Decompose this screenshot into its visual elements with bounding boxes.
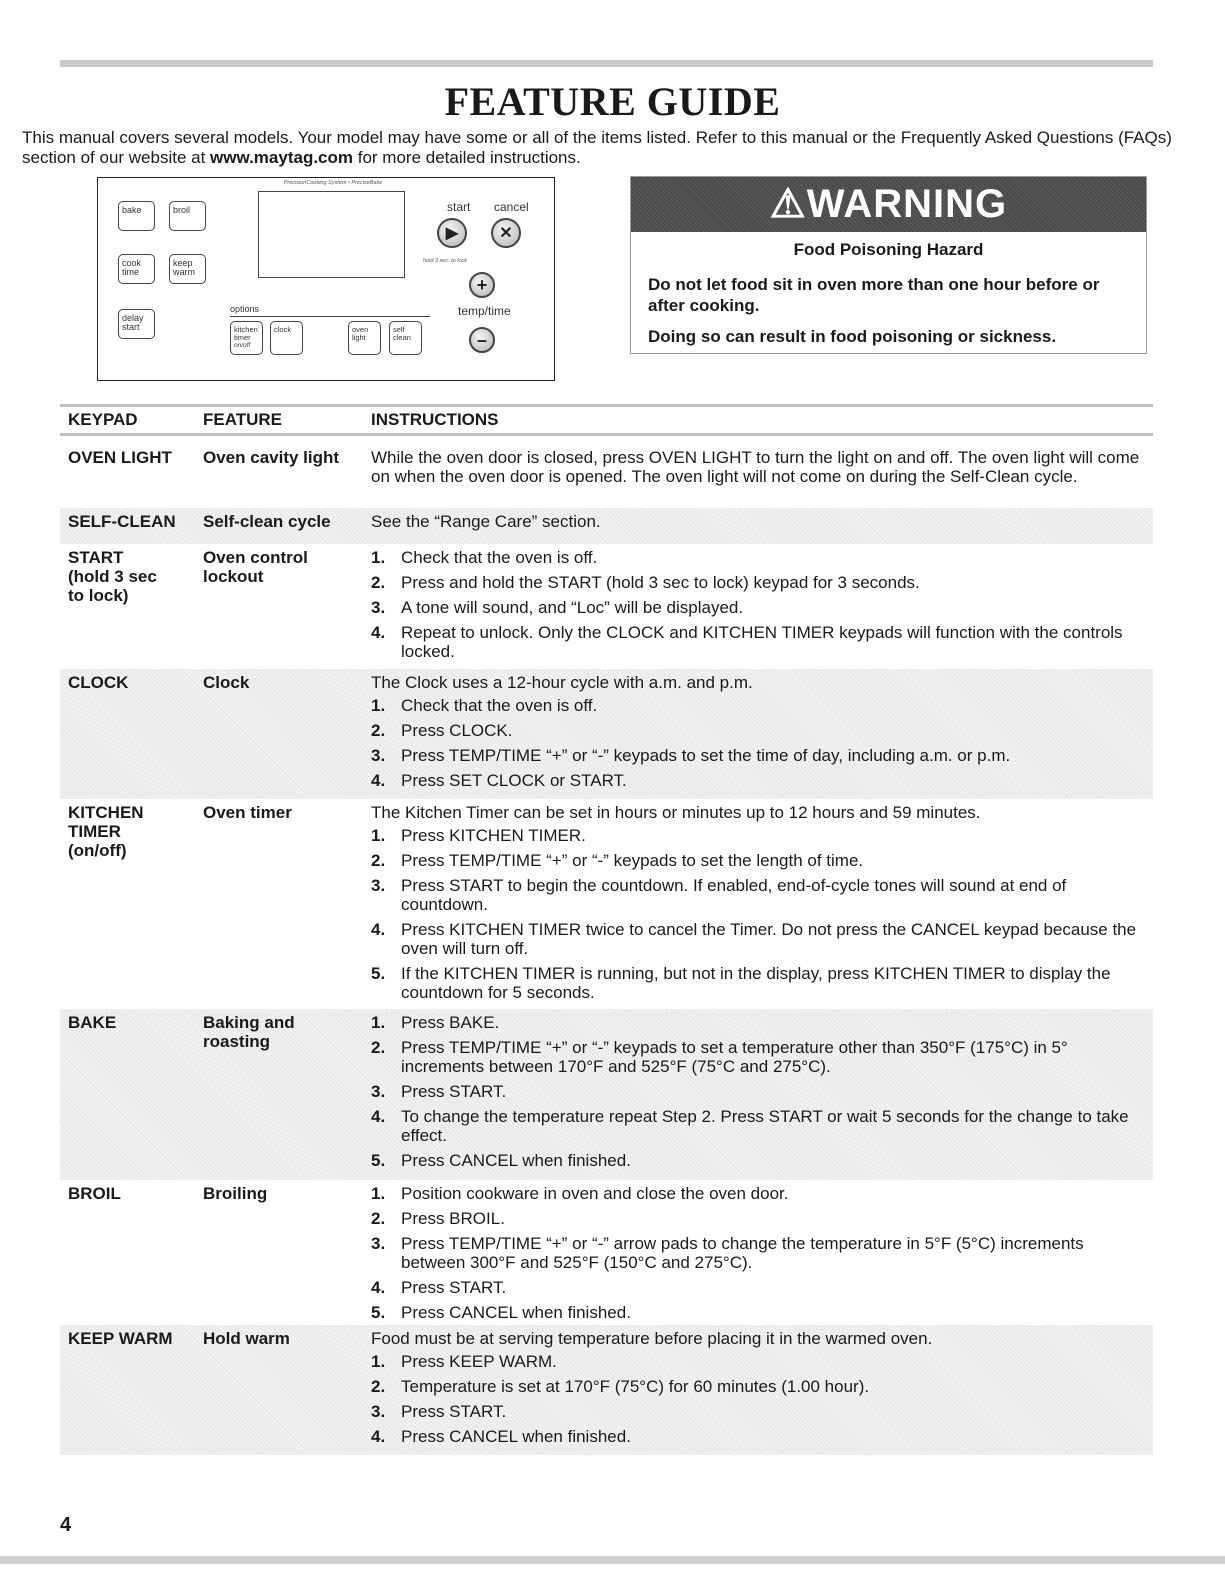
step-item [371, 1303, 1145, 1322]
step-number: 3. [371, 1402, 386, 1421]
clock-key-label: clock [274, 325, 292, 334]
step-list [371, 1184, 1145, 1322]
step-text: Repeat to unlock. Only the CLOCK and KITCHEN TIMER keypads will function with the controls locked. [401, 623, 1123, 661]
step-number: 1. [371, 1184, 386, 1203]
top-rule [60, 60, 1153, 67]
table-row [60, 1325, 1153, 1455]
step-item [371, 1013, 1145, 1032]
instructions-cell [371, 448, 1153, 508]
header-instructions: INSTRUCTIONS [371, 410, 499, 429]
keypad-cell [60, 1184, 203, 1325]
step-item [371, 1038, 1145, 1076]
bottom-rule [0, 1556, 1225, 1564]
keypad-name: KITCHEN [68, 803, 144, 822]
step-item [371, 598, 1145, 617]
intro-text: This manual covers several models. Your model may have some or all of the items listed. Refer to this manual or the Frequently Asked Questions (FAQs) section of our website at [22, 128, 1172, 167]
feature-cell [203, 548, 371, 669]
instruction-intro: Food must be at serving temperature before placing it in the warmed oven. [371, 1329, 933, 1348]
step-item [371, 623, 1145, 661]
keypad-cell [60, 1013, 203, 1180]
step-item [371, 1352, 1145, 1371]
page-number: 4 [60, 1514, 72, 1536]
step-text: Press START. [401, 1082, 507, 1101]
website-link[interactable]: www.maytag.com [210, 148, 354, 167]
intro-paragraph [22, 128, 1202, 168]
instruction-text: While the oven door is closed, press OVEN LIGHT to turn the light on and off. The oven light will come on when the oven door is opened. The oven light will not come on during the Self-Clean cycle. [371, 448, 1140, 486]
step-text: To change the temperature repeat Step 2. Press START or wait 5 seconds for the change to take effect. [401, 1107, 1129, 1145]
self-clean-keypad [389, 321, 422, 355]
step-number: 4. [371, 623, 386, 642]
step-number: 1. [371, 826, 386, 845]
feature-name: Baking and [203, 1013, 295, 1032]
temp-time-label: temp/time [458, 304, 511, 318]
warning-box [630, 176, 1147, 354]
step-item [371, 1377, 1145, 1396]
step-text: Press and hold the START (hold 3 sec to lock) keypad for 3 seconds. [401, 573, 920, 592]
delay-start-keypad [118, 309, 155, 339]
feature-name: roasting [203, 1032, 271, 1051]
step-list [371, 1352, 1145, 1446]
step-number: 2. [371, 1038, 386, 1057]
step-item [371, 1402, 1145, 1421]
step-number: 2. [371, 573, 386, 592]
brand-label: PrecisionCooking System • PreciseBake [283, 180, 383, 186]
keypad-name: SELF-CLEAN [68, 512, 176, 531]
step-text: Temperature is set at 170°F (75°C) for 60 minutes (1.00 hour). [401, 1377, 870, 1396]
oven-light-keypad [348, 321, 381, 355]
kitchen-timer-label-2: timer [234, 333, 251, 342]
step-text: Check that the oven is off. [401, 548, 598, 567]
table-row [60, 1180, 1153, 1325]
feature-cell [203, 1013, 371, 1180]
feature-name: Hold warm [203, 1329, 290, 1348]
step-text: A tone will sound, and “Loc” will be displayed. [401, 598, 744, 617]
step-number: 4. [371, 1107, 386, 1126]
keypad-name: BROIL [68, 1184, 121, 1203]
step-text: Press START. [401, 1402, 507, 1421]
feature-cell [203, 803, 371, 1009]
keep-warm-label-1: keep [173, 258, 193, 268]
step-number: 2. [371, 1377, 386, 1396]
feature-cell [203, 512, 371, 544]
step-text: Position cookware in oven and close the oven door. [401, 1184, 789, 1203]
warning-line-2: Doing so can result in food poisoning or sickness. [648, 327, 1057, 346]
step-number: 4. [371, 920, 386, 939]
hold-note: hold 3 sec. to lock [423, 258, 468, 264]
keypad-name: TIMER [68, 822, 121, 841]
feature-cell [203, 448, 371, 508]
step-text: Press TEMP/TIME “+” or “-” keypads to set the time of day, including a.m. or p.m. [401, 746, 1011, 765]
feature-cell [203, 673, 371, 799]
step-number: 2. [371, 1209, 386, 1228]
step-number: 3. [371, 598, 386, 617]
keypad-name: OVEN LIGHT [68, 448, 172, 467]
keypad-name: CLOCK [68, 673, 129, 692]
feature-name: Oven timer [203, 803, 292, 822]
step-item [371, 964, 1145, 1002]
instructions-cell [371, 803, 1153, 1009]
step-list [371, 1013, 1145, 1170]
step-text: Press KITCHEN TIMER twice to cancel the Timer. Do not press the CANCEL keypad because the oven will turn off. [401, 920, 1137, 958]
step-text: Press CANCEL when finished. [401, 1427, 631, 1446]
broil-key-label: broil [173, 205, 191, 215]
step-text: Press CLOCK. [401, 721, 513, 740]
keypad-cell [60, 803, 203, 1009]
self-clean-label-2: clean [393, 333, 411, 342]
table-row [60, 1009, 1153, 1180]
delay-start-label-2: start [122, 322, 140, 332]
step-item [371, 573, 1145, 592]
feature-table [60, 404, 1153, 1446]
keypad-name: to lock) [68, 586, 129, 605]
step-number: 1. [371, 548, 386, 567]
step-item [371, 1234, 1145, 1272]
step-text: Press SET CLOCK or START. [401, 771, 627, 790]
step-item [371, 1184, 1145, 1203]
step-text: Press TEMP/TIME “+” or “-” arrow pads to change the temperature in 5°F (5°C) increments between 300°F and 525°F (150°C and 275°C). [401, 1234, 1084, 1272]
keypad-name: KEEP WARM [68, 1329, 173, 1348]
clock-keypad [270, 321, 303, 355]
step-item [371, 920, 1145, 958]
instructions-cell [371, 512, 1153, 544]
step-number: 2. [371, 851, 386, 870]
start-label: start [447, 200, 471, 214]
keypad-cell [60, 548, 203, 669]
keypad-cell [60, 1329, 203, 1455]
step-number: 5. [371, 1151, 386, 1170]
step-item [371, 1278, 1145, 1297]
step-item [371, 771, 1145, 790]
keep-warm-keypad [169, 254, 206, 284]
instructions-cell [371, 1184, 1153, 1325]
cook-time-keypad [118, 254, 155, 284]
options-label: options [230, 304, 260, 314]
instructions-cell [371, 1013, 1153, 1180]
step-number: 4. [371, 1427, 386, 1446]
delay-start-label-1: delay [122, 313, 144, 323]
bake-key-label: bake [122, 205, 142, 215]
step-item [371, 746, 1145, 765]
step-list [371, 548, 1145, 661]
self-clean-label-1: self [393, 325, 405, 334]
cancel-x-icon: ✕ [491, 218, 521, 248]
warning-heading: ⚠WARNING [631, 177, 1146, 232]
instruction-intro: The Clock uses a 12-hour cycle with a.m. and p.m. [371, 673, 753, 692]
play-icon: ▶ [437, 218, 467, 248]
oven-light-label-2: light [352, 333, 366, 342]
step-item [371, 1082, 1145, 1101]
step-number: 3. [371, 876, 386, 895]
step-text: Press BAKE. [401, 1013, 500, 1032]
header-feature: FEATURE [203, 410, 283, 429]
step-text: Press KEEP WARM. [401, 1352, 557, 1371]
intro-text-end: for more detailed instructions. [353, 148, 581, 167]
step-item [371, 1427, 1145, 1446]
page-title: FEATURE GUIDE [444, 79, 781, 124]
step-number: 4. [371, 771, 386, 790]
step-item [371, 696, 1145, 715]
instruction-intro: The Kitchen Timer can be set in hours or minutes up to 12 hours and 59 minutes. [371, 803, 981, 822]
step-text: Press CANCEL when finished. [401, 1303, 631, 1322]
step-list [371, 696, 1145, 790]
instructions-cell [371, 548, 1153, 669]
feature-name: lockout [203, 567, 264, 586]
step-number: 3. [371, 746, 386, 765]
kitchen-timer-keypad [230, 321, 263, 355]
keypad-cell [60, 512, 203, 544]
step-number: 3. [371, 1082, 386, 1101]
step-text: Press BROIL. [401, 1209, 505, 1228]
step-number: 1. [371, 1352, 386, 1371]
broil-keypad [169, 201, 206, 231]
keypad-name: (on/off) [68, 841, 127, 860]
step-item [371, 1107, 1145, 1145]
step-item [371, 1209, 1145, 1228]
keypad-name: BAKE [68, 1013, 117, 1032]
step-item [371, 721, 1145, 740]
instructions-cell [371, 673, 1153, 799]
step-text: Press TEMP/TIME “+” or “-” keypads to set a temperature other than 350°F (175°C) in 5° increments between 170°F and 525°F (75°C and 275°C). [401, 1038, 1068, 1076]
step-text: Check that the oven is off. [401, 696, 598, 715]
feature-name: Oven control [203, 548, 308, 567]
cook-time-label-1: cook [122, 258, 142, 268]
instructions-cell [371, 1329, 1153, 1455]
step-item [371, 851, 1145, 870]
kitchen-timer-label-1: kitchen [234, 325, 258, 334]
step-item [371, 548, 1145, 567]
kitchen-timer-label-3: on/off [234, 342, 251, 349]
keypad-cell [60, 673, 203, 799]
options-line [230, 316, 430, 317]
step-text: Press START. [401, 1278, 507, 1297]
step-list [371, 826, 1145, 1002]
step-number: 2. [371, 721, 386, 740]
step-number: 1. [371, 1013, 386, 1032]
table-row [60, 669, 1153, 799]
step-text: Press START to begin the countdown. If enabled, end-of-cycle tones will sound at end of countdown. [401, 876, 1067, 914]
feature-cell [203, 1329, 371, 1455]
header-keypad: KEYPAD [68, 410, 138, 429]
feature-name: Oven cavity light [203, 448, 340, 467]
step-item [371, 826, 1145, 845]
hazard-title: Food Poisoning Hazard [793, 240, 984, 259]
step-number: 4. [371, 1278, 386, 1297]
warning-line-1: Do not let food sit in oven more than one hour before or after cooking. [648, 275, 1100, 315]
feature-name: Clock [203, 673, 250, 692]
keypad-cell [60, 448, 203, 508]
feature-name: Self-clean cycle [203, 512, 331, 531]
cook-time-label-2: time [122, 267, 140, 277]
table-row [60, 799, 1153, 1009]
keep-warm-label-2: warm [173, 267, 195, 277]
step-number: 1. [371, 696, 386, 715]
table-row [60, 444, 1153, 508]
table-row [60, 544, 1153, 669]
display-window [258, 191, 405, 278]
step-text: If the KITCHEN TIMER is running, but not in the display, press KITCHEN TIMER to display the countdown for 5 seconds. [401, 964, 1111, 1002]
cancel-label: cancel [494, 200, 529, 214]
step-item [371, 1151, 1145, 1170]
minus-icon: – [469, 327, 495, 353]
bake-keypad [118, 201, 155, 231]
oven-light-label-1: oven [352, 325, 369, 334]
step-item [371, 876, 1145, 914]
table-row [60, 508, 1153, 544]
keypad-name: (hold 3 sec [68, 567, 157, 586]
plus-icon: + [469, 272, 495, 298]
step-text: Press CANCEL when finished. [401, 1151, 631, 1170]
step-number: 3. [371, 1234, 386, 1253]
instruction-text: See the “Range Care” section. [371, 512, 601, 531]
step-text: Press TEMP/TIME “+” or “-” keypads to set the length of time. [401, 851, 864, 870]
table-header [60, 404, 1153, 436]
step-number: 5. [371, 964, 386, 983]
keypad-name: START [68, 548, 124, 567]
control-panel-illustration [97, 177, 555, 381]
feature-cell [203, 1184, 371, 1325]
step-text: Press KITCHEN TIMER. [401, 826, 586, 845]
step-number: 5. [371, 1303, 386, 1322]
feature-name: Broiling [203, 1184, 268, 1203]
